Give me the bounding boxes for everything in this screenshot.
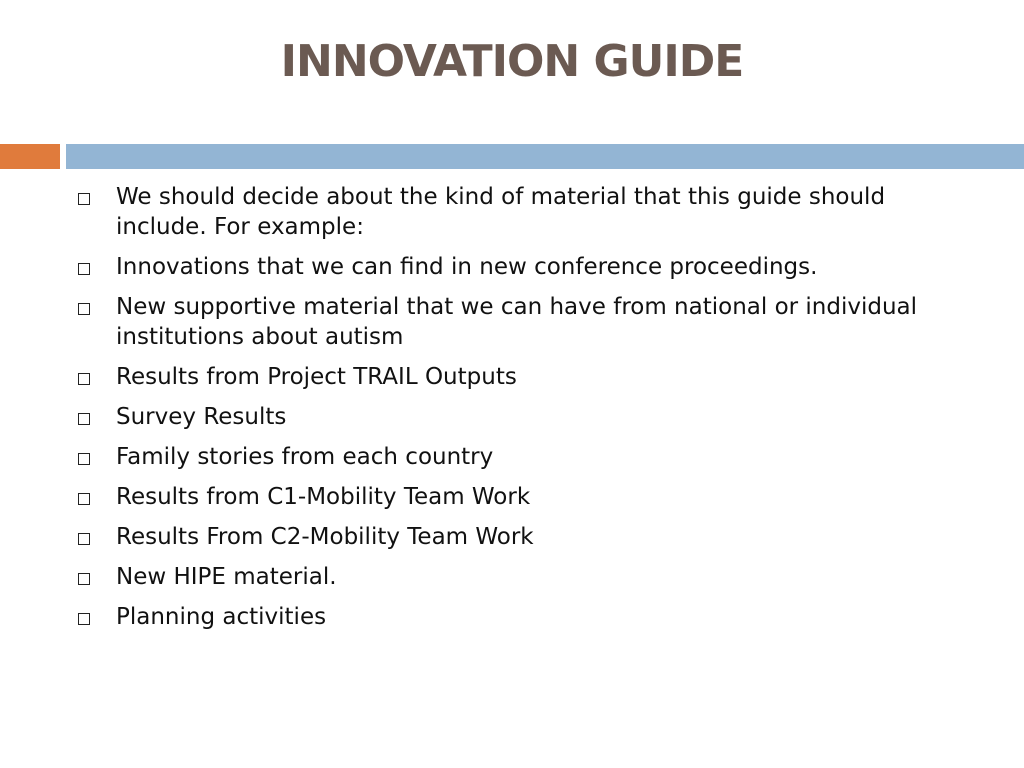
- bullet-item: [78, 442, 978, 472]
- bullet-list: [78, 182, 978, 642]
- bullet-text: New HIPE material.: [116, 564, 337, 590]
- bullet-text: Family stories from each country: [116, 444, 494, 470]
- bullet-item: [78, 482, 978, 512]
- hollow-square-icon: [78, 613, 90, 625]
- blue-accent-bar: [66, 144, 1024, 169]
- orange-accent-bar: [0, 144, 60, 169]
- bullet-item: [78, 602, 978, 632]
- hollow-square-icon: [78, 413, 90, 425]
- bullet-item: [78, 362, 978, 392]
- bullet-item: [78, 402, 978, 432]
- bullet-text: Innovations that we can find in new conference proceedings.: [116, 254, 818, 280]
- bullet-item: [78, 182, 978, 242]
- bullet-text: Results From C2-Mobility Team Work: [116, 524, 534, 550]
- hollow-square-icon: [78, 193, 90, 205]
- bullet-text: Results from C1-Mobility Team Work: [116, 484, 531, 510]
- bullet-text: Planning activities: [116, 604, 327, 630]
- hollow-square-icon: [78, 453, 90, 465]
- hollow-square-icon: [78, 263, 90, 275]
- hollow-square-icon: [78, 303, 90, 315]
- bullet-text: We should decide about the kind of material that this guide should include. For example:: [116, 184, 886, 240]
- slide-title: INNOVATION GUIDE: [280, 36, 744, 87]
- hollow-square-icon: [78, 373, 90, 385]
- bullet-text: New supportive material that we can have from national or individual institutions about autism: [116, 294, 918, 350]
- hollow-square-icon: [78, 573, 90, 585]
- hollow-square-icon: [78, 493, 90, 505]
- bullet-item: [78, 252, 978, 282]
- hollow-square-icon: [78, 533, 90, 545]
- bullet-item: [78, 522, 978, 552]
- bullet-text: Results from Project TRAIL Outputs: [116, 364, 517, 390]
- bullet-item: [78, 562, 978, 592]
- bullet-item: [78, 292, 978, 352]
- bullet-text: Survey Results: [116, 404, 287, 430]
